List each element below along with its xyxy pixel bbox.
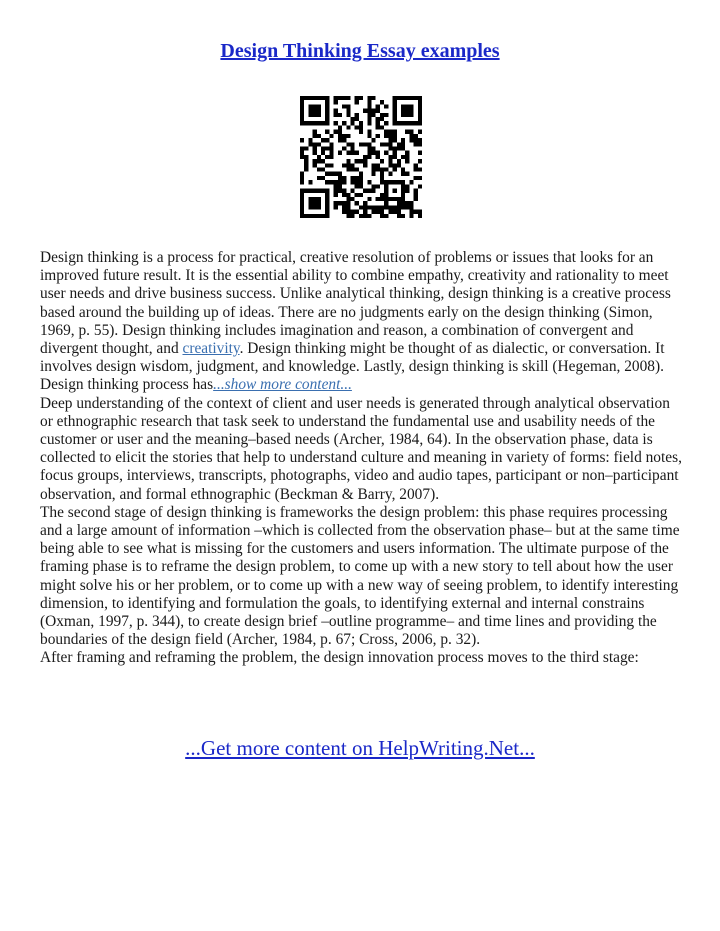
paragraph-1-text-a: Design thinking is a process for practical, creative resolution of problems or issues that looks for an improved future result. It is the essential ability to combine empathy, creativity and rationality to meet user needs and drive business success. Unlike analytical thinking, design thinking is a creative process based around the building up of ideas. There are no judgments early on the design thinking (Simon, 1969, p. 55). Design thinking includes imagination and reason, a combination of convergent and divergent thought, and — [40, 249, 671, 358]
creativity-link[interactable]: creativity — [182, 340, 240, 358]
essay-body — [40, 249, 685, 668]
paragraph-1 — [40, 249, 685, 376]
paragraph-2 — [40, 376, 685, 394]
paragraph-3: Deep understanding of the context of client and user needs is generated through analytical observation or ethnographic research that task seek to understand the fundamental use and usability needs of the customer or user and the meaning–based needs (Archer, 1984, 64). In the observation phase, data is collected to elicit the stories that help to understand culture and meaning in variety of forms: field notes, focus groups, interviews, transcripts, photographs, video and audio tapes, participant or non–participant observation, and formal ethnographic (Beckman & Barry, 2007). — [40, 394, 682, 503]
qr-code-icon — [300, 96, 422, 218]
get-more-content-link[interactable]: ...Get more content on HelpWriting.Net... — [185, 736, 535, 760]
paragraph-5: After framing and reframing the problem, the design innovation process moves to the third stage: — [40, 649, 639, 667]
paragraph-2-text: Design thinking process has — [40, 376, 214, 394]
qr-code-graphic — [300, 96, 422, 218]
paragraph-4: The second stage of design thinking is frameworks the design problem: this phase requires processing and a large amount of information –which is collected from the observation phase– but at the same time being able to see what is missing for the customers and users information. The ultimate purpose of the framing phase is to reframe the design problem, to come up with a new story to tell about how the user might solve his or her problem, or to come up with a new way of seeing problem, to identify interesting dimension, to identifying and formulation the goals, to identifying external and internal constrains (Oxman, 1997, p. 344), to create design brief –outline programme– and time lines and providing the boundaries of the design field (Archer, 1984, p. 67; Cross, 2006, p. 32). — [40, 503, 680, 649]
paragraph-1-text-b: . Design thinking might be thought of as dialectic, or conversation. It involves design wisdom, judgment, and knowledge. Lastly, design thinking is skill (Hegeman, 2008). — [40, 340, 665, 376]
page-title[interactable]: Design Thinking Essay examples — [220, 40, 500, 62]
show-more-link[interactable]: ...show more content... — [213, 376, 352, 394]
